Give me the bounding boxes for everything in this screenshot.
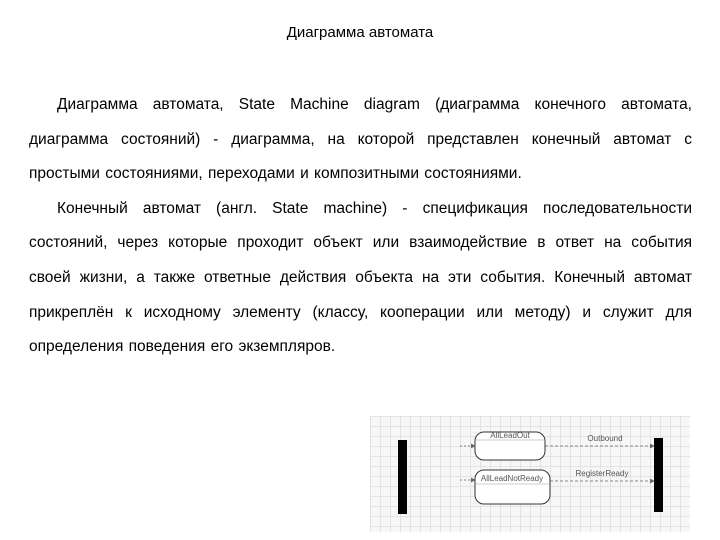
state-all-lead-out bbox=[475, 431, 545, 460]
right-lifeline-bar bbox=[654, 438, 663, 512]
slide-title: Диаграмма автомата bbox=[286, 24, 434, 41]
paragraph-state-machine: Конечный автомат (англ. State machine) - спецификация последовательности состояний, через которые проходит объект или взаимодействие в ответ на события своей жизни, а также ответные действия объекта на эти события. Конечный автомат прикреплён к исходному элементу (классу, кооперации или методу) и служит для определения поведения его экземпляров. bbox=[29, 199, 692, 356]
state-machine-diagram-image bbox=[370, 416, 690, 532]
transition-label: Outbound bbox=[587, 434, 623, 443]
paragraph-definition: Диаграмма автомата, State Machine diagram (диаграмма конечного автомата, диаграмма состояний) - диаграмма, на которой представлен конечный автомат с простыми состояниями, переходами и композитными состояниями. bbox=[29, 96, 692, 183]
diagram-canvas bbox=[370, 416, 690, 532]
state-label: AllLeadNotReady bbox=[480, 474, 544, 483]
left-lifeline-bar bbox=[398, 440, 407, 514]
state-label: AllLeadOut bbox=[490, 431, 530, 440]
state-all-lead-not-ready bbox=[475, 470, 550, 504]
transition-label: RegisterReady bbox=[575, 469, 629, 478]
body-text bbox=[29, 88, 692, 365]
